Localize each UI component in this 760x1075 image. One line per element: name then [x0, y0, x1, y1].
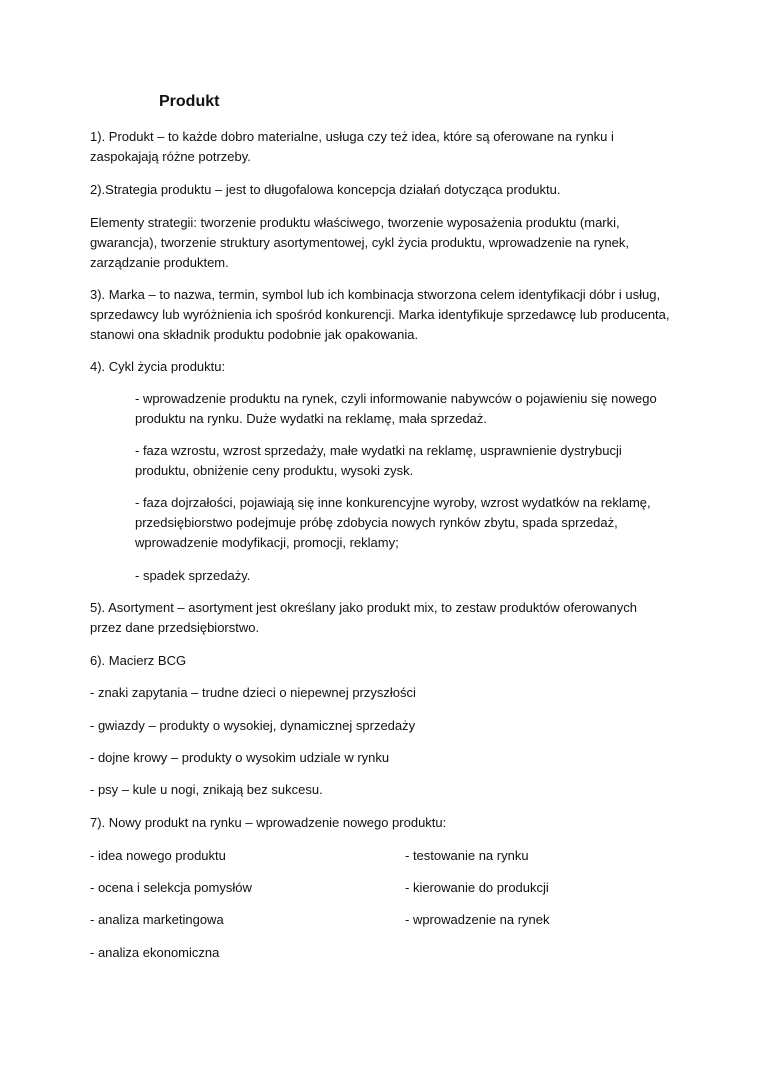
new-product-step-left: - analiza marketingowa: [90, 912, 224, 927]
definition-assortment: [90, 598, 680, 638]
list-item: - psy – kule u nogi, znikają bez sukcesu.: [90, 782, 323, 797]
bcg-item-stars: [90, 716, 680, 736]
bcg-item-cash-cows: [90, 748, 680, 768]
lifecycle-phase-maturity: [135, 493, 680, 553]
lifecycle-heading: [90, 357, 680, 377]
text-line: stanowi ona składnik produktu podobnie jak opakowania.: [90, 327, 419, 342]
text-line: gwarancja), tworzenie struktury asortymentowej, cykl życia produktu, wprowadzenie na rynek,: [90, 235, 630, 250]
new-product-step-right: - wprowadzenie na rynek: [405, 912, 550, 927]
bcg-item-question-marks: [90, 683, 680, 703]
text-line: 5). Asortyment – asortyment jest określany jako produkt mix, to zestaw produktów oferowanych: [90, 600, 637, 615]
text-line: 7). Nowy produkt na rynku – wprowadzenie nowego produktu:: [90, 815, 447, 830]
text-line: 6). Macierz BCG: [90, 653, 187, 668]
list-item: - dojne krowy – produkty o wysokim udziale w rynku: [90, 750, 390, 765]
text-line: 1). Produkt – to każde dobro materialne, usługa czy też idea, które są oferowane na rynku i: [90, 129, 614, 144]
text-line: Elementy strategii: tworzenie produktu właściwego, tworzenie wyposażenia produktu (marki,: [90, 215, 620, 230]
lifecycle-phase-introduction: [135, 389, 680, 429]
text-line: - faza dojrzałości, pojawiają się inne konkurencyjne wyroby, wzrost wydatków na reklamę,: [135, 495, 651, 510]
new-product-heading: [90, 813, 680, 833]
page-title: Produkt: [159, 93, 220, 110]
definition-product: [90, 127, 680, 167]
text-line: 3). Marka – to nazwa, termin, symbol lub ich kombinacja stworzona celem identyfikacji dóbr i usług,: [90, 287, 661, 302]
lifecycle-phase-decline: [135, 566, 680, 586]
text-line: zarządzanie produktem.: [90, 255, 229, 270]
text-line: - faza wzrostu, wzrost sprzedaży, małe wydatki na reklamę, usprawnienie dystrybucji: [135, 443, 622, 458]
list-item: - gwiazdy – produkty o wysokiej, dynamicznej sprzedaży: [90, 718, 416, 733]
definition-strategy: [90, 180, 680, 200]
definition-brand: [90, 285, 680, 345]
bcg-heading: [90, 651, 680, 671]
new-product-step-right: - testowanie na rynku: [405, 848, 529, 863]
text-line: 2).Strategia produktu – jest to długofalowa koncepcja działań dotycząca produktu.: [90, 182, 561, 197]
new-product-step-left: - idea nowego produktu: [90, 848, 226, 863]
text-line: produktu, obniżenie ceny produktu, wysoki zysk.: [135, 463, 414, 478]
text-line: - spadek sprzedaży.: [135, 568, 251, 583]
lifecycle-phase-growth: [135, 441, 680, 481]
new-product-step-left: - ocena i selekcja pomysłów: [90, 880, 252, 895]
text-line: przez dane przedsiębiorstwo.: [90, 620, 260, 635]
list-item: - znaki zapytania – trudne dzieci o niepewnej przyszłości: [90, 685, 416, 700]
text-line: przedsiębiorstwo podejmuje próbę zdobycia nowych rynków zbytu, spada sprzedaż,: [135, 515, 618, 530]
text-line: produktu na rynku. Duże wydatki na reklamę, mała sprzedaż.: [135, 411, 487, 426]
text-line: sprzedawcy lub wyróżnienia ich spośród konkurencji. Marka identyfikuje sprzedawcę lub producenta,: [90, 307, 670, 322]
text-line: - wprowadzenie produktu na rynek, czyli informowanie nabywców o pojawieniu się nowego: [135, 391, 657, 406]
bcg-item-dogs: [90, 780, 680, 800]
strategy-elements: [90, 213, 680, 273]
text-line: wprowadzenie modyfikacji, promocji, reklamy;: [135, 535, 399, 550]
new-product-step-right: - kierowanie do produkcji: [405, 880, 549, 895]
text-line: 4). Cykl życia produktu:: [90, 359, 226, 374]
text-line: zaspokajają różne potrzeby.: [90, 149, 251, 164]
new-product-step-left: - analiza ekonomiczna: [90, 945, 220, 960]
